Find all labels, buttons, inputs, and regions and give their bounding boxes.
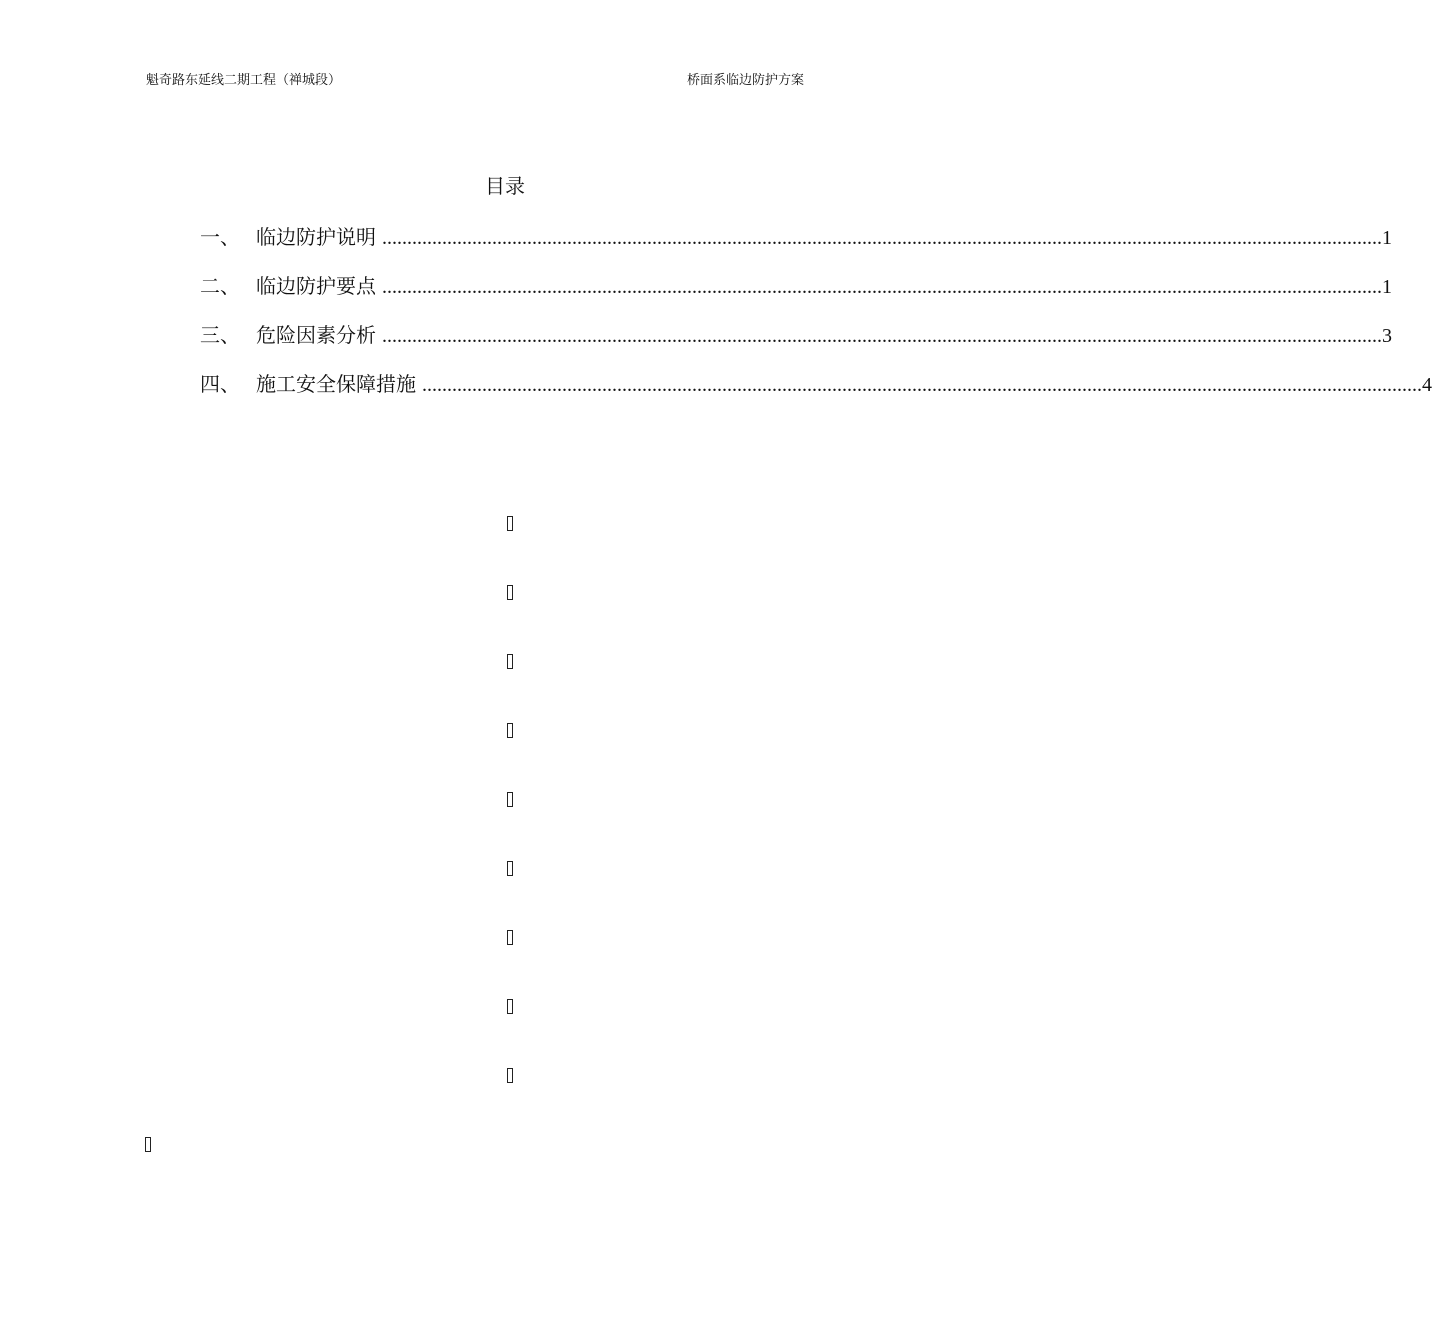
toc-entry-page: 1 bbox=[1382, 227, 1392, 249]
toc-entry-page: 3 bbox=[1382, 325, 1392, 347]
missing-glyph-box bbox=[145, 1137, 151, 1152]
page-header-document-title: 桥面系临边防护方案 bbox=[686, 73, 804, 88]
toc-entry-text: 施工安全保障措施 bbox=[256, 372, 416, 396]
toc-leader-dots: ........................................................................................................................................................................................................ bbox=[382, 227, 1382, 249]
missing-glyph-box bbox=[507, 654, 513, 669]
missing-glyph-box bbox=[507, 585, 513, 600]
missing-glyph-box bbox=[507, 930, 513, 945]
toc-entry[interactable] bbox=[200, 224, 1392, 273]
toc-entry-page: 4 bbox=[1422, 374, 1432, 396]
toc-leader-dots: ........................................................................................................................................................................................................ bbox=[422, 374, 1422, 396]
toc-entry-page: 1 bbox=[1382, 276, 1392, 298]
page-header-project: 魁奇路东延线二期工程（禅城段） bbox=[146, 73, 342, 88]
toc-entry[interactable] bbox=[200, 273, 1392, 322]
table-of-contents bbox=[200, 224, 1432, 420]
toc-entry-text: 危险因素分析 bbox=[256, 323, 376, 347]
missing-glyph-box bbox=[507, 861, 513, 876]
toc-entry-number: 一、 bbox=[200, 225, 240, 249]
toc-entry[interactable] bbox=[200, 322, 1392, 371]
missing-glyph-box bbox=[507, 723, 513, 738]
toc-leader-dots: ........................................................................................................................................................................................................ bbox=[382, 276, 1382, 298]
missing-glyph-box bbox=[507, 1068, 513, 1083]
missing-glyph-box bbox=[507, 792, 513, 807]
missing-glyph-box bbox=[507, 516, 513, 531]
toc-entry[interactable] bbox=[200, 371, 1432, 420]
toc-leader-dots: ........................................................................................................................................................................................................ bbox=[382, 325, 1382, 347]
toc-title: 目录 bbox=[485, 174, 525, 198]
toc-entry-text: 临边防护说明 bbox=[256, 225, 376, 249]
missing-glyph-box bbox=[507, 999, 513, 1014]
toc-entry-number: 三、 bbox=[200, 323, 240, 347]
toc-entry-number: 二、 bbox=[200, 274, 240, 298]
toc-entry-number: 四、 bbox=[200, 372, 240, 396]
toc-entry-text: 临边防护要点 bbox=[256, 274, 376, 298]
